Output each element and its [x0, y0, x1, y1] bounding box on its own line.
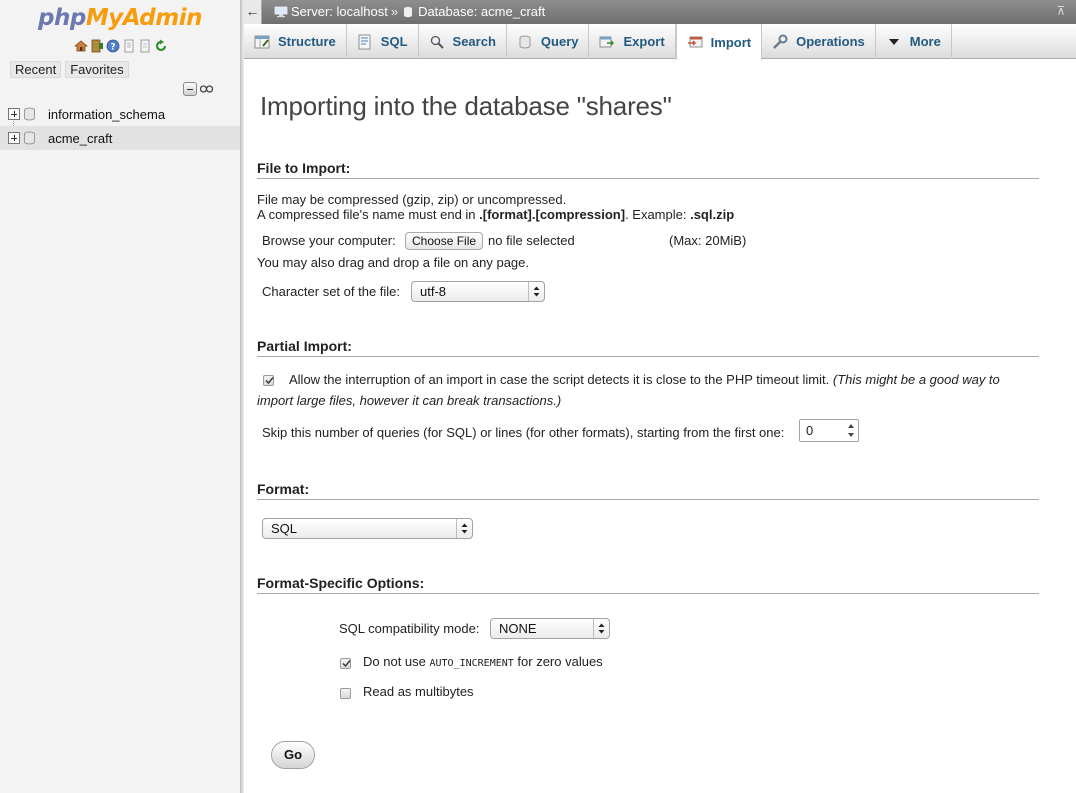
link-with-main-icon[interactable]	[200, 85, 213, 93]
navigation-panel	[0, 0, 240, 793]
database-icon	[401, 6, 415, 18]
home-icon[interactable]	[74, 39, 88, 53]
compression-format-note: A compressed file's name must end in .[format].[compression]. Example: .sql.zip	[257, 207, 735, 222]
database-icon	[23, 131, 36, 145]
file-to-import-heading: File to Import:	[257, 160, 1039, 179]
collapse-top-icon[interactable]: ⊼	[1056, 4, 1066, 18]
allow-interrupt-note: import large files, however it can break transactions.)	[257, 393, 562, 408]
checkmark-icon	[342, 659, 351, 668]
database-tree	[0, 102, 240, 150]
charset-select[interactable]: utf-8	[411, 281, 545, 302]
format-heading: Format:	[257, 481, 1039, 500]
no-auto-increment-label[interactable]: Do not use AUTO_INCREMENT for zero values	[363, 654, 603, 669]
docs-icon[interactable]	[122, 39, 136, 53]
phpmyadmin-logo[interactable]: phpMyAdmin	[38, 5, 202, 31]
browse-label: Browse your computer:	[262, 233, 396, 248]
breadcrumb-separator: »	[390, 4, 399, 19]
compression-note: File may be compressed (gzip, zip) or uncompressed.	[257, 192, 567, 207]
main-content	[244, 60, 1076, 793]
expand-icon[interactable]	[8, 132, 20, 144]
drag-drop-hint: You may also drag and drop a file on any page.	[257, 255, 529, 270]
skip-queries-input[interactable]: 0	[799, 419, 859, 442]
query-icon	[517, 34, 533, 50]
no-file-selected: no file selected	[488, 233, 575, 248]
sql-compat-label: SQL compatibility mode:	[339, 621, 480, 636]
spinner-icon[interactable]	[845, 422, 857, 439]
collapse-all-button[interactable]	[183, 82, 197, 96]
import-icon	[687, 34, 703, 50]
reload-icon[interactable]	[154, 39, 168, 53]
sql-icon	[357, 34, 373, 50]
svg-text:?: ?	[110, 42, 116, 53]
charset-label: Character set of the file:	[262, 284, 401, 299]
structure-icon	[254, 34, 270, 50]
breadcrumb-database[interactable]: Database: acme_craft	[401, 4, 545, 19]
tab-export[interactable]: Export	[589, 24, 675, 59]
operations-icon	[772, 34, 788, 50]
tree-db-acme-craft[interactable]: acme_craft	[0, 126, 240, 150]
select-arrows-icon	[456, 519, 472, 538]
export-icon	[599, 34, 615, 50]
read-multibytes-label[interactable]: Read as multibytes	[363, 684, 474, 699]
max-upload-size: (Max: 20MiB)	[669, 233, 747, 248]
breadcrumb-bar	[244, 0, 1076, 24]
menu-tabs	[244, 24, 1076, 59]
tab-structure[interactable]: Structure	[244, 24, 347, 59]
format-options-heading: Format-Specific Options:	[257, 575, 1039, 594]
select-arrows-icon	[593, 619, 609, 638]
tab-import[interactable]: Import	[676, 24, 762, 60]
tab-query[interactable]: Query	[507, 24, 590, 59]
page-title: Importing into the database "shares"	[260, 91, 672, 121]
allow-interrupt-label[interactable]: Allow the interruption of an import in case the script detects it is close to the PHP timeout limit. (This might be a good way to	[289, 372, 1000, 387]
recent-tab[interactable]: Recent	[10, 61, 61, 78]
go-button[interactable]: Go	[271, 741, 315, 769]
breadcrumb	[274, 4, 545, 19]
tree-db-information-schema[interactable]: information_schema	[0, 102, 240, 126]
partial-import-heading: Partial Import:	[257, 338, 1039, 357]
expand-icon[interactable]	[8, 108, 20, 120]
format-select[interactable]: SQL	[262, 518, 473, 539]
allow-interrupt-checkbox[interactable]	[263, 375, 274, 386]
favorites-tab[interactable]: Favorites	[65, 61, 128, 78]
sql-compat-select[interactable]: NONE	[490, 618, 610, 639]
breadcrumb-server[interactable]: Server: localhost	[274, 4, 388, 19]
checkmark-icon	[265, 376, 274, 385]
tree-controls	[183, 82, 213, 96]
help-icon[interactable]	[106, 39, 120, 53]
tab-search[interactable]: Search	[419, 24, 507, 59]
docs-icon-2[interactable]	[138, 39, 152, 53]
back-arrow-icon[interactable]: ←	[244, 0, 262, 24]
select-arrows-icon	[528, 282, 544, 301]
database-icon	[23, 107, 36, 121]
read-multibytes-checkbox[interactable]	[340, 688, 351, 699]
tab-sql[interactable]: SQL	[347, 24, 419, 59]
no-auto-increment-checkbox[interactable]	[340, 658, 351, 669]
skip-queries-label: Skip this number of queries (for SQL) or lines (for other formats), starting from the first one:	[262, 425, 785, 440]
chevron-down-icon	[886, 34, 902, 50]
tab-more[interactable]: More	[876, 24, 952, 59]
choose-file-button[interactable]: Choose File	[405, 232, 483, 250]
server-icon	[274, 6, 288, 18]
tab-operations[interactable]: Operations	[762, 24, 876, 59]
quick-links	[74, 39, 168, 53]
logout-icon[interactable]	[90, 39, 104, 53]
recent-favorites-tabs	[10, 61, 129, 78]
search-icon	[429, 34, 445, 50]
